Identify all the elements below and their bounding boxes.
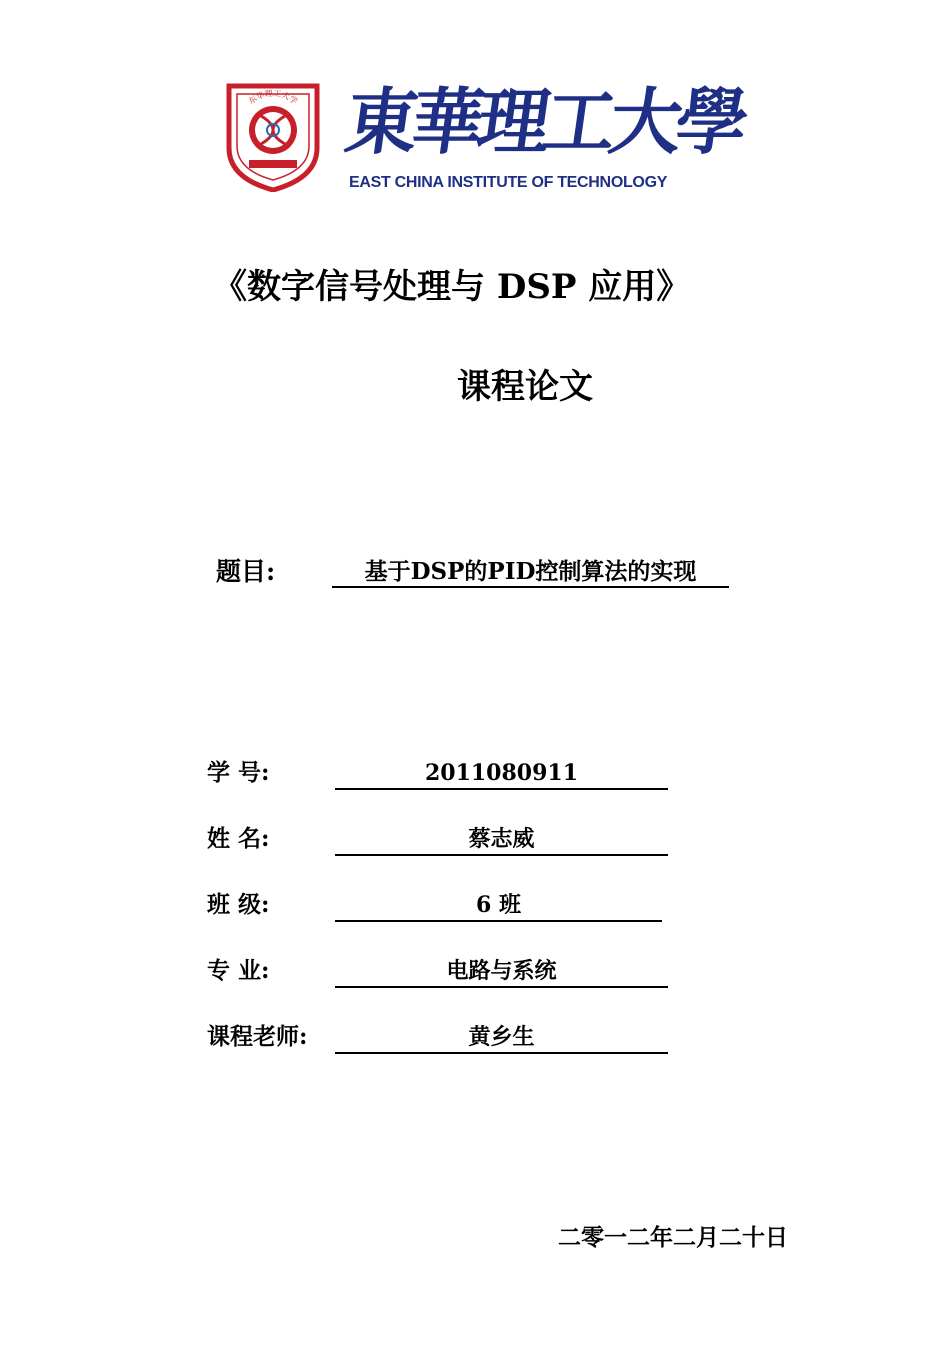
- seal-icon: [223, 76, 323, 192]
- class-value: 6 班: [335, 888, 662, 922]
- name-label: 姓 名:: [207, 825, 270, 852]
- university-name-en: EAST CHINA INSTITUTE OF TECHNOLOGY: [349, 174, 668, 191]
- class-label: 班 级:: [207, 891, 270, 918]
- submission-date: 二零一二年二月二十日: [558, 1224, 788, 1251]
- topic-label: 题目:: [216, 557, 276, 586]
- course-title: 《数字信号处理与 DSP 应用》: [213, 267, 691, 307]
- major-label: 专 业:: [207, 957, 270, 984]
- university-seal-logo: [223, 76, 323, 192]
- major-value: 电路与系统: [335, 954, 668, 988]
- topic-value: 基于DSP的PID控制算法的实现: [332, 554, 729, 588]
- university-name-cn: 東華理工大學: [340, 79, 749, 164]
- teacher-value: 黄乡生: [335, 1020, 668, 1054]
- student-id-label: 学 号:: [207, 759, 270, 786]
- paper-type: 课程论文: [457, 367, 593, 407]
- student-id-value: 2011080911: [335, 756, 668, 790]
- svg-text:东华理工大学: 东华理工大学: [246, 88, 300, 107]
- teacher-label: 课程老师:: [207, 1023, 308, 1050]
- name-value: 蔡志威: [335, 822, 668, 856]
